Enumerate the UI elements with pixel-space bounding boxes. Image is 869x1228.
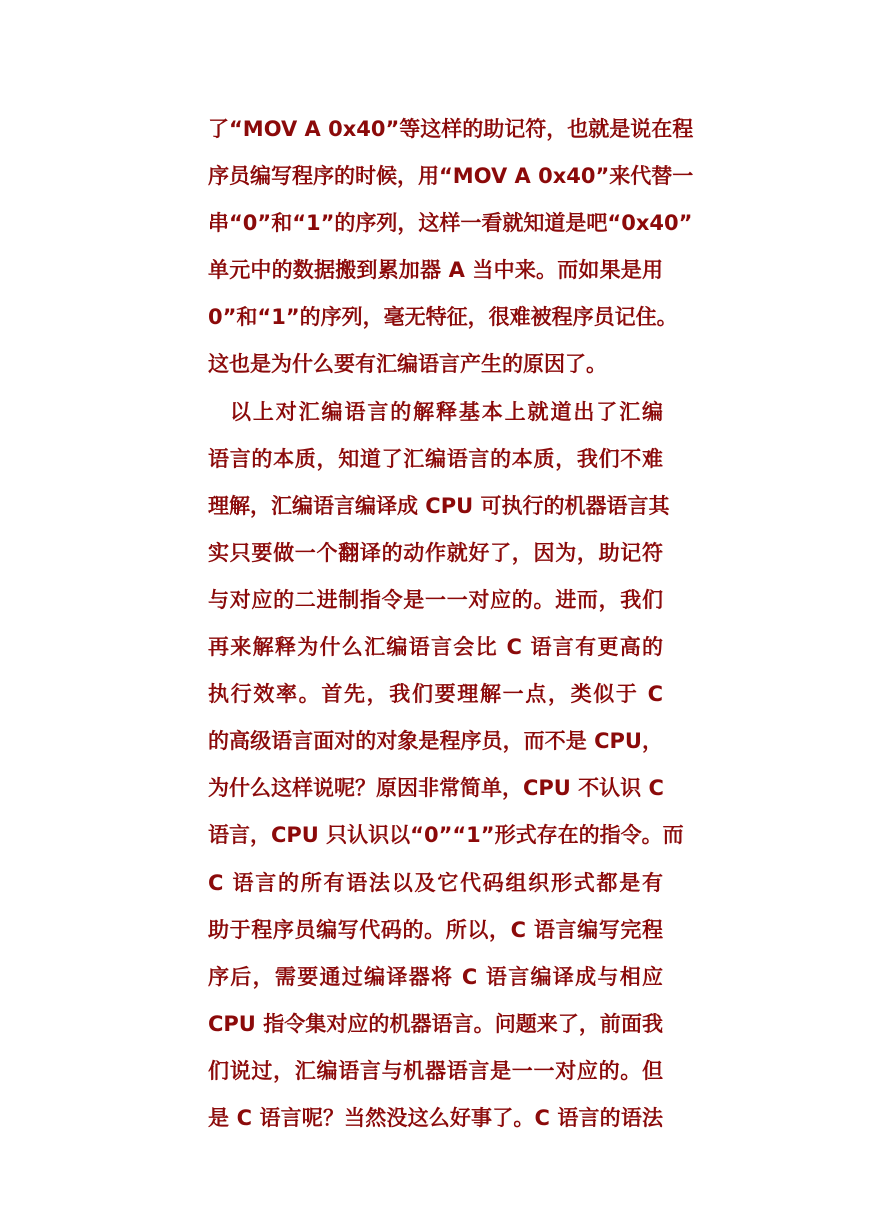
text-line: 是 C 语言呢？当然没这么好事了。C 语言的语法 <box>208 1105 663 1130</box>
text-line: 了“MOV A 0x40”等这样的助记符，也就是说在程 <box>208 117 694 141</box>
text-line: C 语言的所有语法以及它代码组织形式都是有 <box>208 870 663 895</box>
text-line: CPU 指令集对应的机器语言。问题来了，前面我 <box>208 1011 663 1036</box>
paragraph-end-line: 这也是为什么要有汇编语言产生的原因了。 <box>208 352 607 377</box>
text-line: 语言的本质，知道了汇编语言的本质，我们不难 <box>208 446 663 471</box>
text-line: 序后，需要通过编译器将 C 语言编译成与相应 <box>208 964 663 989</box>
text-line: 0”和“1”的序列，毫无特征，很难被程序员记住。 <box>208 305 678 330</box>
text-line: 串“0”和“1”的序列，这样一看就知道是吧“0x40” <box>208 211 693 236</box>
text-line: 执行效率。首先，我们要理解一点，类似于 C <box>208 682 663 707</box>
text-line: 再来解释为什么汇编语言会比 C 语言有更高的 <box>208 635 663 660</box>
body-text <box>208 106 694 1142</box>
text-line: 为什么这样说呢？原因非常简单，CPU 不认识 C <box>208 776 664 801</box>
text-line: 助于程序员编写代码的。所以，C 语言编写完程 <box>208 917 663 942</box>
text-line: 们说过，汇编语言与机器语言是一一对应的。但 <box>208 1058 663 1083</box>
text-line: 单元中的数据搬到累加器 A 当中来。而如果是用 <box>208 258 663 283</box>
text-line: 序员编写程序的时候，用“MOV A 0x40”来代替一 <box>208 164 694 189</box>
text-line: 理解，汇编语言编译成 CPU 可执行的机器语言其 <box>208 493 670 518</box>
paragraph-start-line: 以上对汇编语言的解释基本上就道出了汇编 <box>230 399 663 424</box>
text-line: 的高级语言面对的对象是程序员，而不是 CPU， <box>208 729 663 754</box>
text-line: 与对应的二进制指令是一一对应的。进而，我们 <box>208 587 663 612</box>
text-line: 语言，CPU 只认识以“0”“1”形式存在的指令。而 <box>208 823 684 848</box>
text-line: 实只要做一个翻译的动作就好了，因为，助记符 <box>208 540 663 565</box>
